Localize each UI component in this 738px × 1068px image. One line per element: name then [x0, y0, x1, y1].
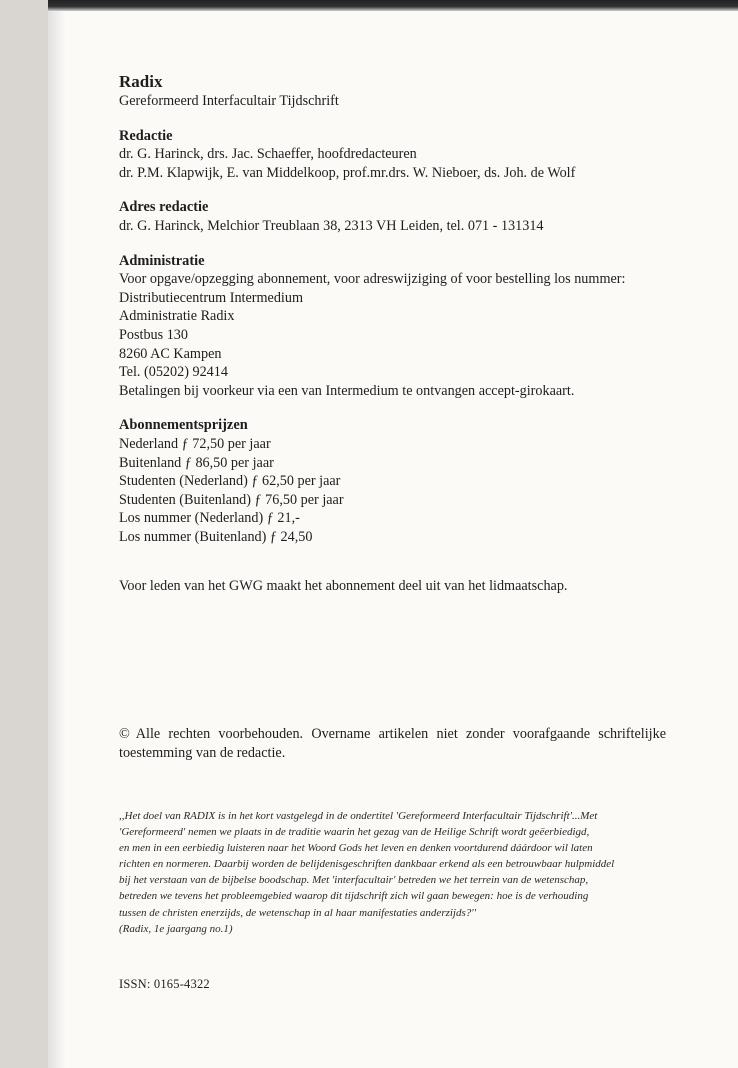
administratie-line: Distributiecentrum Intermedium [119, 289, 303, 306]
administratie-line: Tel. (05202) 92414 [119, 364, 228, 381]
journal-title: Radix [119, 72, 163, 91]
scan-top-edge [48, 0, 738, 11]
administratie-line: 8260 AC Kampen [119, 345, 222, 362]
quote-line: betreden we tevens het probleemgebied waarop dit tijdschrift zich wil gaan bewegen: hoe is de verhouding [119, 890, 589, 903]
prijzen-block [119, 416, 679, 546]
quote-line: ,,Het doel van RADIX is in het kort vastgelegd in de ondertitel 'Gereformeerd Interfacultair Tijdschrift'...Met [119, 810, 598, 822]
journal-block [119, 72, 679, 111]
mission-quote [119, 808, 666, 937]
prijzen-heading: Abonnementsprijzen [119, 417, 248, 434]
quote-source: (Radix, 1e jaargang no.1) [119, 922, 233, 935]
quote-line: tussen de christen enerzijds, de wetenschap in al haar manifestaties anderzijds?'' [119, 906, 476, 919]
copyright-text: Alle rechten voorbehouden. Overname artikelen niet zonder voorafgaande schriftelijke toestemming van de redactie. [119, 726, 666, 761]
quote-line: richten en normeren. Daarbij worden de belijdenisgeschriften dankbaar erkend als een betrouwbaar hulpmiddel [119, 858, 615, 871]
quote-line: bij het verstaan van de bijbelse boodschap. Met 'interfacultair' betreden we het terrein van de wetenschap, [119, 874, 589, 887]
adres-block [119, 198, 679, 235]
administratie-line: Postbus 130 [119, 326, 188, 343]
colophon [119, 72, 679, 562]
copyright-notice [119, 725, 666, 763]
quote-line: en men in een eerbiedig luisteren naar het Woord Gods het leven en denken voortdurend dáárdoor wil laten [119, 842, 593, 855]
journal-subtitle: Gereformeerd Interfacultair Tijdschrift [119, 93, 339, 109]
redactie-line: dr. G. Harinck, drs. Jac. Schaeffer, hoofdredacteuren [119, 146, 417, 163]
page-spine-shadow [48, 0, 66, 1068]
redactie-heading: Redactie [119, 127, 173, 144]
prijzen-line: Los nummer (Buitenland) ƒ 24,50 [119, 528, 313, 545]
prijzen-line: Studenten (Buitenland) ƒ 76,50 per jaar [119, 491, 344, 508]
redactie-line: dr. P.M. Klapwijk, E. van Middelkoop, prof.mr.drs. W. Nieboer, ds. Joh. de Wolf [119, 164, 576, 181]
administratie-line: Administratie Radix [119, 308, 235, 325]
adres-heading: Adres redactie [119, 199, 209, 216]
copyright-symbol: © [119, 726, 130, 742]
issn-number: ISSN: 0165-4322 [119, 977, 210, 991]
administratie-block [119, 252, 679, 401]
quote-line: 'Gereformeerd' nemen we plaats in de traditie waarin het gezag van de Heilige Schrift wordt geëerbiedigd, [119, 826, 590, 839]
administratie-heading: Administratie [119, 252, 205, 269]
prijzen-line: Nederland ƒ 72,50 per jaar [119, 435, 271, 452]
gwg-note: Voor leden van het GWG maakt het abonnement deel uit van het lidmaatschap. [119, 578, 568, 594]
prijzen-line: Buitenland ƒ 86,50 per jaar [119, 454, 274, 471]
administratie-line: Voor opgave/opzegging abonnement, voor adreswijziging of voor bestelling los nummer: [119, 271, 626, 288]
prijzen-line: Studenten (Nederland) ƒ 62,50 per jaar [119, 473, 341, 490]
administratie-line: Betalingen bij voorkeur via een van Intermedium te ontvangen accept-girokaart. [119, 382, 575, 399]
adres-line: dr. G. Harinck, Melchior Treublaan 38, 2313 VH Leiden, tel. 071 - 131314 [119, 217, 544, 234]
prijzen-line: Los nummer (Nederland) ƒ 21,- [119, 510, 300, 527]
redactie-block [119, 127, 679, 183]
